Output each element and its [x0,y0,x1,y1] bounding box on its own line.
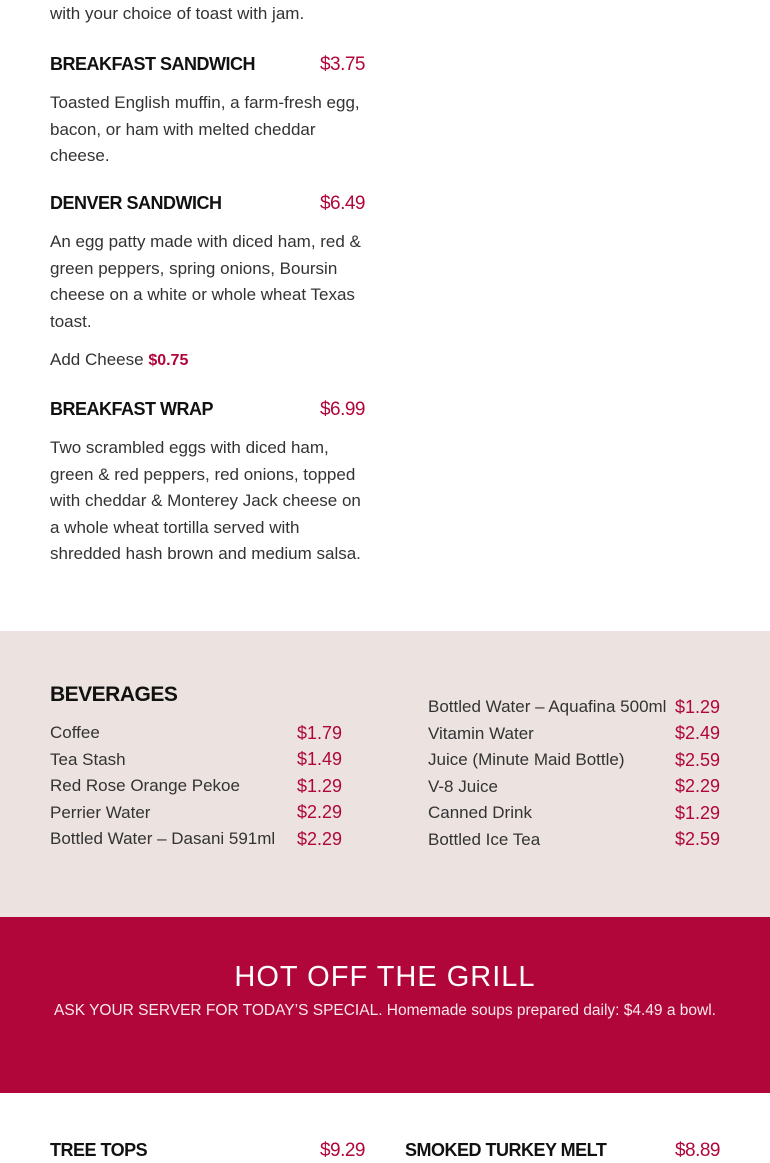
beverage-price: $2.29 [296,802,342,823]
beverage-price: $1.29 [674,802,720,823]
beverage-row [428,827,720,854]
menu-item-smoked-turkey-melt [405,1140,720,1162]
menu-item-breakfast-wrap [50,399,365,568]
beverage-name: Bottled Water – Aquafina 500ml [428,697,667,717]
item-name: TREE TOPS [50,1140,148,1160]
beverage-price: $2.29 [674,776,720,797]
item-price: $9.29 [319,1140,365,1161]
item-price: $8.89 [674,1140,720,1161]
beverage-name: Vitamin Water [428,723,534,743]
item-name: SMOKED TURKEY MELT [405,1140,607,1160]
menu-item-denver-sandwich [50,193,365,335]
beverage-price: $2.29 [296,828,342,849]
beverage-row [428,800,720,827]
item-price: $6.49 [319,193,365,214]
beverage-price: $1.29 [296,775,342,796]
beverage-name: Red Rose Orange Pekoe [50,776,240,796]
item-name: DENVER SANDWICH [50,193,222,213]
grill-subtitle: ASK YOUR SERVER FOR TODAY’S SPECIAL. Homemade soups prepared daily: $4.49 a bowl. [54,1002,716,1019]
beverage-price: $2.49 [674,723,720,744]
menu-item-tree-tops [50,1140,365,1162]
grill-title: HOT OFF THE GRILL [234,961,536,993]
intro-text: with your choice of toast with jam. [50,4,305,23]
beverage-price: $1.29 [674,696,720,717]
item-description: An egg patty made with diced ham, red & green peppers, spring onions, Boursin cheese on a white or whole wheat Texas toast. [50,232,361,331]
beverage-price: $2.59 [674,829,720,850]
beverage-name: Coffee [50,723,100,743]
beverage-name: Bottled Ice Tea [428,829,541,849]
addon-cheese [50,350,188,370]
item-price: $3.75 [319,54,365,75]
beverage-name: Bottled Water – Dasani 591ml [50,829,276,849]
beverage-row [50,826,342,853]
beverage-name: Tea Stash [50,749,126,769]
beverage-row [428,721,720,748]
beverages-left-column [50,720,342,853]
beverage-row [428,774,720,801]
beverage-row [428,694,720,721]
beverages-title: BEVERAGES [50,683,178,706]
item-price: $6.99 [319,399,365,420]
beverage-name: Perrier Water [50,802,151,822]
addon-label: Add Cheese [50,350,144,369]
beverage-price: $1.49 [296,749,342,770]
menu-item-breakfast-sandwich [50,54,365,170]
beverage-row [50,800,342,827]
beverage-row [50,747,342,774]
beverage-row [50,773,342,800]
item-description: Two scrambled eggs with diced ham, green & red peppers, red onions, topped with cheddar & Monterey Jack cheese on a whole wheat tortilla served with shredded hash brown and medium salsa. [50,438,361,563]
beverage-price: $2.59 [674,749,720,770]
item-name: BREAKFAST SANDWICH [50,54,255,74]
beverage-name: Juice (Minute Maid Bottle) [428,750,625,770]
item-name: BREAKFAST WRAP [50,399,213,419]
beverages-right-column [428,694,720,853]
beverage-row [428,747,720,774]
beverages-section [0,631,770,917]
beverage-row [50,720,342,747]
beverage-name: Canned Drink [428,803,532,823]
beverage-name: V-8 Juice [428,776,498,796]
grill-banner [0,917,770,1093]
addon-price: $0.75 [148,352,189,369]
beverage-price: $1.79 [296,722,342,743]
item-description: Toasted English muffin, a farm-fresh egg, bacon, or ham with melted cheddar cheese. [50,93,360,165]
